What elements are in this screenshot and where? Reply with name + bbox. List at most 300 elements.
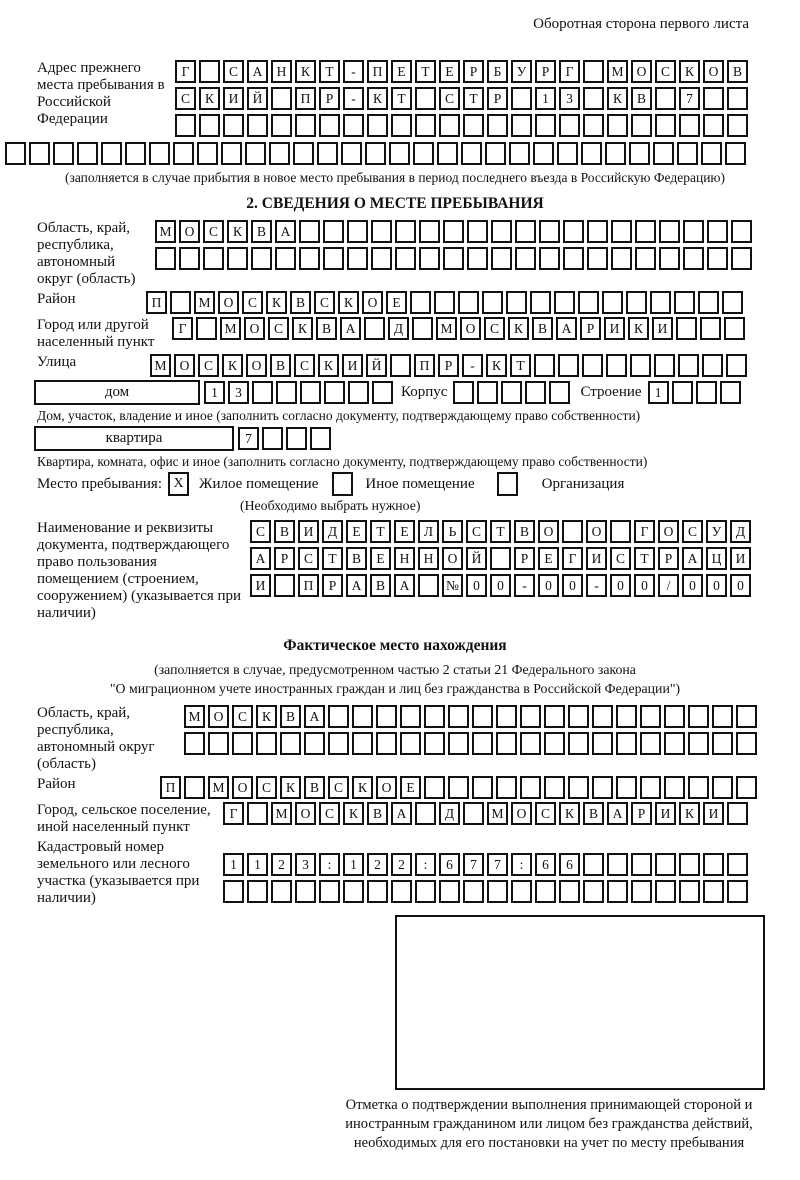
char-cell[interactable] <box>125 142 146 165</box>
char-cell[interactable]: Ц <box>706 547 727 570</box>
char-cell[interactable]: 7 <box>463 853 484 876</box>
char-cell[interactable]: : <box>415 853 436 876</box>
char-cell[interactable] <box>688 705 709 728</box>
char-cell[interactable]: С <box>655 60 676 83</box>
char-cell[interactable] <box>482 291 503 314</box>
char-cell[interactable] <box>731 247 752 270</box>
char-cell[interactable]: Е <box>391 60 412 83</box>
char-cell[interactable] <box>170 291 191 314</box>
char-cell[interactable] <box>196 317 217 340</box>
char-cell[interactable]: У <box>706 520 727 543</box>
char-cell[interactable] <box>626 291 647 314</box>
char-cell[interactable]: 6 <box>559 853 580 876</box>
char-cell[interactable] <box>725 142 746 165</box>
char-cell[interactable] <box>640 705 661 728</box>
char-cell[interactable]: А <box>394 574 415 597</box>
char-cell[interactable]: Е <box>346 520 367 543</box>
char-cell[interactable] <box>347 247 368 270</box>
char-cell[interactable] <box>703 114 724 137</box>
char-cell[interactable] <box>726 354 747 377</box>
char-cell[interactable] <box>389 142 410 165</box>
char-cell[interactable] <box>197 142 218 165</box>
char-cell[interactable]: Р <box>463 60 484 83</box>
char-cell[interactable]: 2 <box>271 853 292 876</box>
char-cell[interactable]: И <box>604 317 625 340</box>
char-cell[interactable] <box>631 853 652 876</box>
char-cell[interactable] <box>77 142 98 165</box>
char-cell[interactable] <box>635 220 656 243</box>
char-cell[interactable]: Т <box>322 547 343 570</box>
char-cell[interactable] <box>184 732 205 755</box>
char-cell[interactable] <box>707 220 728 243</box>
char-cell[interactable] <box>155 247 176 270</box>
char-cell[interactable]: С <box>535 802 556 825</box>
char-cell[interactable] <box>184 776 205 799</box>
char-cell[interactable] <box>506 291 527 314</box>
char-cell[interactable] <box>443 247 464 270</box>
char-cell[interactable] <box>343 114 364 137</box>
char-cell[interactable]: Р <box>438 354 459 377</box>
char-cell[interactable]: 0 <box>538 574 559 597</box>
stay-type-checkbox-organization[interactable] <box>497 472 518 496</box>
char-cell[interactable]: 1 <box>648 381 669 404</box>
char-cell[interactable]: И <box>655 802 676 825</box>
char-cell[interactable]: Г <box>223 802 244 825</box>
char-cell[interactable] <box>412 317 433 340</box>
char-cell[interactable]: В <box>346 547 367 570</box>
char-cell[interactable] <box>659 220 680 243</box>
char-cell[interactable]: М <box>208 776 229 799</box>
char-cell[interactable] <box>631 114 652 137</box>
char-cell[interactable]: В <box>316 317 337 340</box>
char-cell[interactable]: О <box>244 317 265 340</box>
char-cell[interactable] <box>678 354 699 377</box>
char-cell[interactable]: Р <box>487 87 508 110</box>
char-cell[interactable]: К <box>280 776 301 799</box>
char-cell[interactable] <box>712 776 733 799</box>
char-cell[interactable]: Е <box>394 520 415 543</box>
char-cell[interactable] <box>607 853 628 876</box>
char-cell[interactable] <box>602 291 623 314</box>
char-cell[interactable]: И <box>652 317 673 340</box>
char-cell[interactable]: В <box>274 520 295 543</box>
char-cell[interactable] <box>611 220 632 243</box>
char-cell[interactable] <box>247 802 268 825</box>
char-cell[interactable] <box>562 520 583 543</box>
char-cell[interactable]: О <box>362 291 383 314</box>
char-cell[interactable]: М <box>607 60 628 83</box>
char-cell[interactable] <box>679 114 700 137</box>
char-cell[interactable] <box>539 247 560 270</box>
char-cell[interactable] <box>581 142 602 165</box>
char-cell[interactable]: Е <box>538 547 559 570</box>
char-cell[interactable]: П <box>367 60 388 83</box>
char-cell[interactable] <box>275 247 296 270</box>
char-cell[interactable]: 0 <box>634 574 655 597</box>
char-cell[interactable]: А <box>304 705 325 728</box>
char-cell[interactable] <box>650 291 671 314</box>
char-cell[interactable] <box>419 247 440 270</box>
char-cell[interactable] <box>328 705 349 728</box>
char-cell[interactable] <box>280 732 301 755</box>
char-cell[interactable] <box>415 880 436 903</box>
char-cell[interactable]: М <box>194 291 215 314</box>
char-cell[interactable]: С <box>223 60 244 83</box>
char-cell[interactable]: / <box>658 574 679 597</box>
char-cell[interactable]: С <box>175 87 196 110</box>
char-cell[interactable] <box>424 732 445 755</box>
char-cell[interactable] <box>511 114 532 137</box>
char-cell[interactable]: К <box>292 317 313 340</box>
char-cell[interactable] <box>640 732 661 755</box>
char-cell[interactable] <box>677 142 698 165</box>
char-cell[interactable]: Е <box>386 291 407 314</box>
char-cell[interactable] <box>530 291 551 314</box>
char-cell[interactable]: 1 <box>343 853 364 876</box>
char-cell[interactable] <box>271 880 292 903</box>
char-cell[interactable] <box>683 220 704 243</box>
char-cell[interactable] <box>101 142 122 165</box>
char-cell[interactable]: - <box>343 87 364 110</box>
char-cell[interactable] <box>727 802 748 825</box>
char-cell[interactable]: О <box>174 354 195 377</box>
char-cell[interactable] <box>376 705 397 728</box>
char-cell[interactable]: К <box>256 705 277 728</box>
char-cell[interactable]: М <box>184 705 205 728</box>
char-cell[interactable] <box>583 60 604 83</box>
char-cell[interactable]: О <box>246 354 267 377</box>
char-cell[interactable] <box>352 705 373 728</box>
char-cell[interactable] <box>635 247 656 270</box>
char-cell[interactable]: Р <box>322 574 343 597</box>
char-cell[interactable]: № <box>442 574 463 597</box>
char-cell[interactable] <box>701 142 722 165</box>
char-cell[interactable] <box>731 220 752 243</box>
char-cell[interactable]: К <box>628 317 649 340</box>
char-cell[interactable] <box>323 247 344 270</box>
char-cell[interactable] <box>610 520 631 543</box>
char-cell[interactable] <box>323 220 344 243</box>
char-cell[interactable] <box>724 317 745 340</box>
char-cell[interactable] <box>372 381 393 404</box>
char-cell[interactable] <box>703 87 724 110</box>
char-cell[interactable]: С <box>256 776 277 799</box>
char-cell[interactable] <box>520 776 541 799</box>
char-cell[interactable] <box>559 880 580 903</box>
char-cell[interactable] <box>391 114 412 137</box>
char-cell[interactable] <box>175 114 196 137</box>
char-cell[interactable]: С <box>203 220 224 243</box>
char-cell[interactable] <box>221 142 242 165</box>
char-cell[interactable] <box>679 853 700 876</box>
char-cell[interactable]: А <box>607 802 628 825</box>
char-cell[interactable]: С <box>242 291 263 314</box>
char-cell[interactable]: В <box>631 87 652 110</box>
char-cell[interactable] <box>199 114 220 137</box>
char-cell[interactable] <box>727 853 748 876</box>
char-cell[interactable]: И <box>586 547 607 570</box>
char-cell[interactable]: Й <box>466 547 487 570</box>
char-cell[interactable]: : <box>319 853 340 876</box>
char-cell[interactable]: 1 <box>535 87 556 110</box>
char-cell[interactable]: Е <box>439 60 460 83</box>
char-cell[interactable] <box>703 880 724 903</box>
char-cell[interactable]: 0 <box>730 574 751 597</box>
char-cell[interactable] <box>5 142 26 165</box>
char-cell[interactable] <box>252 381 273 404</box>
char-cell[interactable] <box>262 427 283 450</box>
char-cell[interactable]: 3 <box>559 87 580 110</box>
char-cell[interactable] <box>299 247 320 270</box>
char-cell[interactable] <box>583 87 604 110</box>
char-cell[interactable] <box>232 732 253 755</box>
char-cell[interactable]: К <box>508 317 529 340</box>
char-cell[interactable]: В <box>290 291 311 314</box>
char-cell[interactable] <box>664 776 685 799</box>
char-cell[interactable]: Т <box>463 87 484 110</box>
char-cell[interactable]: - <box>462 354 483 377</box>
char-cell[interactable] <box>720 381 741 404</box>
char-cell[interactable]: К <box>199 87 220 110</box>
char-cell[interactable]: О <box>208 705 229 728</box>
char-cell[interactable]: Д <box>439 802 460 825</box>
char-cell[interactable] <box>328 732 349 755</box>
char-cell[interactable]: А <box>247 60 268 83</box>
char-cell[interactable] <box>395 247 416 270</box>
char-cell[interactable]: К <box>367 87 388 110</box>
char-cell[interactable] <box>674 291 695 314</box>
char-cell[interactable]: Д <box>388 317 409 340</box>
char-cell[interactable] <box>554 291 575 314</box>
char-cell[interactable] <box>367 114 388 137</box>
char-cell[interactable]: Г <box>559 60 580 83</box>
char-cell[interactable] <box>477 381 498 404</box>
char-cell[interactable] <box>324 381 345 404</box>
char-cell[interactable]: 2 <box>391 853 412 876</box>
char-cell[interactable] <box>629 142 650 165</box>
char-cell[interactable] <box>203 247 224 270</box>
char-cell[interactable]: О <box>538 520 559 543</box>
char-cell[interactable] <box>53 142 74 165</box>
char-cell[interactable] <box>654 354 675 377</box>
char-cell[interactable]: К <box>295 60 316 83</box>
char-cell[interactable]: С <box>328 776 349 799</box>
char-cell[interactable]: М <box>150 354 171 377</box>
char-cell[interactable] <box>424 776 445 799</box>
char-cell[interactable] <box>490 547 511 570</box>
char-cell[interactable]: 0 <box>466 574 487 597</box>
char-cell[interactable] <box>533 142 554 165</box>
char-cell[interactable] <box>299 220 320 243</box>
char-cell[interactable] <box>653 142 674 165</box>
char-cell[interactable] <box>319 880 340 903</box>
char-cell[interactable]: С <box>294 354 315 377</box>
char-cell[interactable]: А <box>250 547 271 570</box>
char-cell[interactable]: Н <box>271 60 292 83</box>
char-cell[interactable] <box>29 142 50 165</box>
char-cell[interactable]: О <box>442 547 463 570</box>
stay-type-checkbox-other-premises[interactable] <box>332 472 353 496</box>
char-cell[interactable]: Т <box>370 520 391 543</box>
char-cell[interactable] <box>611 247 632 270</box>
char-cell[interactable] <box>199 60 220 83</box>
char-cell[interactable] <box>722 291 743 314</box>
char-cell[interactable]: О <box>295 802 316 825</box>
char-cell[interactable] <box>712 732 733 755</box>
char-cell[interactable]: П <box>160 776 181 799</box>
char-cell[interactable] <box>659 247 680 270</box>
char-cell[interactable] <box>736 776 757 799</box>
char-cell[interactable] <box>317 142 338 165</box>
char-cell[interactable] <box>437 142 458 165</box>
char-cell[interactable]: 0 <box>562 574 583 597</box>
char-cell[interactable] <box>271 87 292 110</box>
char-cell[interactable]: К <box>352 776 373 799</box>
char-cell[interactable] <box>365 142 386 165</box>
char-cell[interactable]: Р <box>514 547 535 570</box>
char-cell[interactable]: С <box>466 520 487 543</box>
char-cell[interactable]: Т <box>510 354 531 377</box>
char-cell[interactable]: С <box>198 354 219 377</box>
char-cell[interactable]: К <box>607 87 628 110</box>
stay-type-checkbox-residential[interactable]: X <box>168 472 189 496</box>
char-cell[interactable]: Р <box>658 547 679 570</box>
char-cell[interactable] <box>179 247 200 270</box>
char-cell[interactable]: 0 <box>490 574 511 597</box>
char-cell[interactable] <box>696 381 717 404</box>
char-cell[interactable] <box>702 354 723 377</box>
char-cell[interactable] <box>418 574 439 597</box>
char-cell[interactable] <box>736 705 757 728</box>
char-cell[interactable]: О <box>631 60 652 83</box>
char-cell[interactable] <box>424 705 445 728</box>
char-cell[interactable] <box>583 853 604 876</box>
char-cell[interactable] <box>727 880 748 903</box>
char-cell[interactable] <box>295 880 316 903</box>
char-cell[interactable] <box>413 142 434 165</box>
char-cell[interactable] <box>544 732 565 755</box>
char-cell[interactable]: И <box>703 802 724 825</box>
char-cell[interactable]: К <box>227 220 248 243</box>
char-cell[interactable]: О <box>586 520 607 543</box>
char-cell[interactable]: 1 <box>204 381 225 404</box>
char-cell[interactable] <box>274 574 295 597</box>
char-cell[interactable]: О <box>218 291 239 314</box>
char-cell[interactable] <box>463 114 484 137</box>
char-cell[interactable]: К <box>222 354 243 377</box>
char-cell[interactable] <box>688 732 709 755</box>
char-cell[interactable] <box>515 220 536 243</box>
char-cell[interactable] <box>341 142 362 165</box>
char-cell[interactable]: Г <box>562 547 583 570</box>
char-cell[interactable] <box>607 880 628 903</box>
char-cell[interactable]: Й <box>366 354 387 377</box>
char-cell[interactable]: 7 <box>679 87 700 110</box>
char-cell[interactable]: Р <box>319 87 340 110</box>
char-cell[interactable]: 7 <box>487 853 508 876</box>
char-cell[interactable] <box>491 220 512 243</box>
char-cell[interactable] <box>245 142 266 165</box>
char-cell[interactable]: В <box>270 354 291 377</box>
char-cell[interactable] <box>583 880 604 903</box>
char-cell[interactable]: К <box>486 354 507 377</box>
char-cell[interactable] <box>293 142 314 165</box>
char-cell[interactable] <box>515 247 536 270</box>
char-cell[interactable] <box>448 776 469 799</box>
char-cell[interactable] <box>727 114 748 137</box>
char-cell[interactable]: В <box>514 520 535 543</box>
char-cell[interactable]: А <box>682 547 703 570</box>
char-cell[interactable] <box>251 247 272 270</box>
char-cell[interactable] <box>463 880 484 903</box>
char-cell[interactable] <box>415 114 436 137</box>
char-cell[interactable]: Д <box>322 520 343 543</box>
char-cell[interactable]: 0 <box>706 574 727 597</box>
char-cell[interactable]: П <box>295 87 316 110</box>
char-cell[interactable]: О <box>232 776 253 799</box>
char-cell[interactable] <box>712 705 733 728</box>
char-cell[interactable] <box>467 220 488 243</box>
char-cell[interactable]: В <box>370 574 391 597</box>
char-cell[interactable] <box>534 354 555 377</box>
char-cell[interactable] <box>549 381 570 404</box>
char-cell[interactable]: 7 <box>238 427 259 450</box>
char-cell[interactable] <box>391 880 412 903</box>
char-cell[interactable]: И <box>250 574 271 597</box>
char-cell[interactable]: К <box>559 802 580 825</box>
char-cell[interactable] <box>376 732 397 755</box>
char-cell[interactable]: У <box>511 60 532 83</box>
char-cell[interactable]: А <box>556 317 577 340</box>
char-cell[interactable] <box>485 142 506 165</box>
char-cell[interactable] <box>443 220 464 243</box>
char-cell[interactable] <box>419 220 440 243</box>
char-cell[interactable]: Т <box>490 520 511 543</box>
char-cell[interactable] <box>348 381 369 404</box>
char-cell[interactable]: Е <box>370 547 391 570</box>
char-cell[interactable] <box>587 220 608 243</box>
char-cell[interactable] <box>558 354 579 377</box>
char-cell[interactable] <box>587 247 608 270</box>
char-cell[interactable]: В <box>727 60 748 83</box>
char-cell[interactable] <box>453 381 474 404</box>
char-cell[interactable] <box>472 705 493 728</box>
char-cell[interactable]: К <box>343 802 364 825</box>
char-cell[interactable] <box>630 354 651 377</box>
char-cell[interactable]: М <box>220 317 241 340</box>
char-cell[interactable] <box>415 87 436 110</box>
char-cell[interactable] <box>568 732 589 755</box>
char-cell[interactable]: Д <box>730 520 751 543</box>
char-cell[interactable]: 3 <box>228 381 249 404</box>
char-cell[interactable]: В <box>367 802 388 825</box>
char-cell[interactable] <box>511 880 532 903</box>
char-cell[interactable]: С <box>484 317 505 340</box>
char-cell[interactable]: - <box>586 574 607 597</box>
char-cell[interactable] <box>640 776 661 799</box>
char-cell[interactable] <box>286 427 307 450</box>
char-cell[interactable] <box>631 880 652 903</box>
char-cell[interactable]: Р <box>631 802 652 825</box>
char-cell[interactable]: С <box>314 291 335 314</box>
char-cell[interactable] <box>395 220 416 243</box>
char-cell[interactable] <box>304 732 325 755</box>
char-cell[interactable] <box>655 880 676 903</box>
char-cell[interactable]: Т <box>319 60 340 83</box>
char-cell[interactable]: О <box>460 317 481 340</box>
char-cell[interactable] <box>149 142 170 165</box>
char-cell[interactable]: О <box>511 802 532 825</box>
